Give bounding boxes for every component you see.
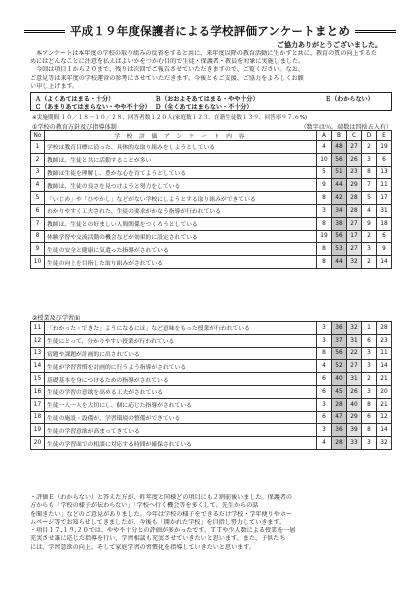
row-value-b: 37 xyxy=(332,334,347,347)
row-value-b: 28 xyxy=(332,398,347,411)
row-value-c: 27 xyxy=(347,243,362,256)
row-value-b: 48 xyxy=(332,141,347,154)
row-item-text: 教師は、生徒と共に活動することが多い xyxy=(45,153,317,166)
row-value-e: 6 xyxy=(377,153,392,166)
row-value-b: 44 xyxy=(332,256,347,269)
row-value-e: 11 xyxy=(377,347,392,360)
title-rule-left xyxy=(24,30,65,33)
row-value-a: 8 xyxy=(317,192,332,205)
table-row xyxy=(31,230,392,243)
row-value-a: 4 xyxy=(317,141,332,154)
row-item-text: 学校は教育目標に沿った、具体的な取り組みをしようとしている xyxy=(45,141,317,154)
row-value-a: 3 xyxy=(317,424,332,437)
table-header-row xyxy=(31,131,392,141)
col-c: C xyxy=(347,131,362,141)
table-row xyxy=(31,411,392,424)
row-value-d: 5 xyxy=(362,192,377,205)
row-value-d: 3 xyxy=(362,385,377,398)
section1-title: ①学校の教育方針及び指導体制 xyxy=(32,124,117,131)
row-value-c: 31 xyxy=(347,373,362,386)
row-value-c: 26 xyxy=(347,385,362,398)
table-row xyxy=(31,217,392,230)
row-value-c: 40 xyxy=(347,398,362,411)
row-number: 20 xyxy=(31,437,45,450)
row-value-e: 20 xyxy=(377,385,392,398)
row-value-d: 3 xyxy=(362,243,377,256)
row-value-d: 8 xyxy=(362,424,377,437)
row-value-b: 28 xyxy=(332,437,347,450)
row-number: 3 xyxy=(31,166,45,179)
row-item-text: 生徒の施設・設備が、学習環境の整備ができている xyxy=(45,411,317,424)
row-value-c: 29 xyxy=(347,179,362,192)
row-number: 19 xyxy=(31,424,45,437)
section2-title: ②授業及び学習面 xyxy=(32,315,81,322)
row-value-e: 31 xyxy=(377,204,392,217)
row-item-text: 生徒の安全と健康に気遣った指導がされている xyxy=(45,243,317,256)
row-value-d: 3 xyxy=(362,360,377,373)
survey-table-2 xyxy=(30,321,392,450)
row-number: 16 xyxy=(31,385,45,398)
row-number: 1 xyxy=(31,141,45,154)
row-value-c: 33 xyxy=(347,437,362,450)
row-item-text: 「いじめ」や「ひやかし」などがない学校にしようとする取り組みができている xyxy=(45,192,317,205)
row-value-b: 42 xyxy=(332,192,347,205)
row-value-b: 45 xyxy=(332,385,347,398)
table1-body xyxy=(31,141,392,269)
rating-legend xyxy=(30,92,392,111)
row-value-a: 6 xyxy=(317,411,332,424)
row-value-c: 28 xyxy=(347,192,362,205)
row-value-e: 14 xyxy=(377,256,392,269)
row-value-a: 3 xyxy=(317,204,332,217)
legend-e: Ｅ（わからない） xyxy=(325,95,374,103)
row-value-a: 3 xyxy=(317,334,332,347)
row-item-text: 体験学習や交流活動の機会などが効果的に設定されている xyxy=(45,230,317,243)
row-value-a: 6 xyxy=(317,385,332,398)
row-number: 4 xyxy=(31,179,45,192)
row-value-e: 21 xyxy=(377,373,392,386)
row-value-e: 19 xyxy=(377,141,392,154)
row-value-e: 9 xyxy=(377,243,392,256)
row-item-text: 「わかった・できた」ようになるには」など意味をもった授業が行われている xyxy=(45,322,317,335)
row-number: 9 xyxy=(31,243,45,256)
row-value-a: 4 xyxy=(317,360,332,373)
footer-line: を聞きたい」などのご意見がありました。今年は学校の様子をできるだけ学校・学年便りやホー xyxy=(30,510,293,518)
row-value-c: 29 xyxy=(347,411,362,424)
row-value-a: 8 xyxy=(317,243,332,256)
row-value-e: 14 xyxy=(377,360,392,373)
row-number: 13 xyxy=(31,347,45,360)
row-value-c: 31 xyxy=(347,334,362,347)
row-value-e: 21 xyxy=(377,398,392,411)
col-e: E xyxy=(377,131,392,141)
footer-comments xyxy=(30,494,392,552)
row-value-b: 34 xyxy=(332,204,347,217)
col-d: D xyxy=(362,131,377,141)
row-value-c: 23 xyxy=(347,166,362,179)
row-item-text: 生徒の学習意欲が高まってきている xyxy=(45,424,317,437)
footer-line: ・項目１７,１９,２０では、やや不十分との評価が多かったです。ＴＴや少人数による授業を一層 xyxy=(30,527,296,535)
row-value-d: 6 xyxy=(362,334,377,347)
col-a: A xyxy=(317,131,332,141)
row-value-a: 19 xyxy=(317,230,332,243)
row-value-c: 22 xyxy=(347,347,362,360)
row-value-d: 1 xyxy=(362,322,377,335)
row-value-b: 56 xyxy=(332,153,347,166)
title-rule-right xyxy=(355,30,396,33)
intro-line: ご意見等は来年度の学校運営の参考にさせていただきます。今後ともご支援、ご協力をよろしくお願 xyxy=(30,74,304,82)
row-value-b: 53 xyxy=(332,243,347,256)
row-item-text: 基礎基本を身につけるための指導がされている xyxy=(45,373,317,386)
row-number: 12 xyxy=(31,334,45,347)
row-value-d: 7 xyxy=(362,179,377,192)
row-item-text: 生徒にとって、分かりやすい授業が行われている xyxy=(45,334,317,347)
row-item-text: 宿題や課題が計画的に出されている xyxy=(45,347,317,360)
row-number: 2 xyxy=(31,153,45,166)
row-item-text: 生徒一人一人を大切にし、個に応じた指導がされている xyxy=(45,398,317,411)
row-value-c: 27 xyxy=(347,141,362,154)
row-value-c: 27 xyxy=(347,217,362,230)
row-value-d: 2 xyxy=(362,230,377,243)
row-value-d: 3 xyxy=(362,437,377,450)
table-row xyxy=(31,204,392,217)
row-value-d: 8 xyxy=(362,166,377,179)
row-value-e: 23 xyxy=(377,334,392,347)
row-value-c: 39 xyxy=(347,424,362,437)
row-value-d: 9 xyxy=(362,217,377,230)
row-value-a: 8 xyxy=(317,347,332,360)
legend-a: Ａ（よくあてはまる・十分） xyxy=(35,95,115,103)
row-item-text: 生徒が学習習慣を計画的に行うよう指導がされている xyxy=(45,360,317,373)
row-item-text: 教師は、生徒の良さを見つけようと努力をしている xyxy=(45,179,317,192)
row-value-b: 38 xyxy=(332,217,347,230)
row-value-a: 6 xyxy=(317,373,332,386)
row-value-d: 2 xyxy=(362,141,377,154)
row-value-d: 6 xyxy=(362,411,377,424)
row-value-c: 26 xyxy=(347,153,362,166)
row-value-c: 32 xyxy=(347,256,362,269)
thanks-note: ご協力ありがとうございました。 xyxy=(277,41,382,49)
row-value-b: 36 xyxy=(332,424,347,437)
survey-note: ※実施期間 １０／１８～１０／２８、回答者数１２０人(家庭数１２３、在籍生徒数１３９、回答率９７.６%) xyxy=(32,115,308,121)
table-row xyxy=(31,166,392,179)
table-row xyxy=(31,256,392,269)
intro-line: い申し上げます。 xyxy=(30,82,79,90)
table-row xyxy=(31,360,392,373)
row-value-b: 56 xyxy=(332,347,347,360)
row-value-c: 32 xyxy=(347,322,362,335)
row-value-b: 44 xyxy=(332,179,347,192)
row-value-e: 6 xyxy=(377,230,392,243)
row-value-a: 3 xyxy=(317,398,332,411)
row-item-text: 生徒の学習面での相談に対応する時間が確保されている xyxy=(45,437,317,450)
intro-line: めにはどんなことに注意を払えばよいかをつかむ目的で生徒・保護者・教員を対象に実施しました。 xyxy=(30,58,305,66)
row-value-c: 17 xyxy=(347,230,362,243)
row-number: 7 xyxy=(31,217,45,230)
page-title: 平成１９年度保護者による学校評価アンケートまとめ xyxy=(69,24,351,38)
legend-d: Ｄ（全くあてはまらない・不十分） xyxy=(155,104,253,112)
row-number: 11 xyxy=(31,322,45,335)
table-row xyxy=(31,334,392,347)
row-value-b: 36 xyxy=(332,322,347,335)
unit-note: （数字は％。端数は四捨五入有） xyxy=(300,124,392,131)
table-row xyxy=(31,243,392,256)
row-value-c: 28 xyxy=(347,204,362,217)
row-value-d: 8 xyxy=(362,398,377,411)
table-row xyxy=(31,347,392,360)
table-row xyxy=(31,153,392,166)
row-value-d: 3 xyxy=(362,153,377,166)
footer-line: 充実させ誰に応じた指導を行い、学習相談も充実させていきたいと思います。また、子供たち xyxy=(30,535,286,543)
table2-body xyxy=(31,322,392,450)
row-value-d: 3 xyxy=(362,347,377,360)
table-row xyxy=(31,322,392,335)
col-no: No xyxy=(31,131,45,141)
intro-paragraph xyxy=(30,50,392,91)
table-row xyxy=(31,373,392,386)
row-value-a: 9 xyxy=(317,179,332,192)
footer-line: ・評価Ｅ（わからない）と答えた方が、昨年度と同様どの項目にも２割前後いました。保護者の xyxy=(30,494,293,501)
row-value-e: 12 xyxy=(377,411,392,424)
row-value-c: 27 xyxy=(347,360,362,373)
row-number: 5 xyxy=(31,192,45,205)
table-row xyxy=(31,398,392,411)
row-value-d: 2 xyxy=(362,373,377,386)
row-value-e: 14 xyxy=(377,424,392,437)
row-value-a: 10 xyxy=(317,153,332,166)
survey-table-1 xyxy=(30,130,392,269)
row-value-b: 52 xyxy=(332,360,347,373)
footer-line: には、学習意欲の向上、そして家庭学習の習慣化を指導していきたいと思います。 xyxy=(30,543,255,551)
intro-line: 今回は項目１から２０まで、残りは次回でご報告させていただきますので、ご覧ください。なお、 xyxy=(36,66,304,74)
footer-line: 方からも「学校の様子が伝わらない」「学校へ行く機会等を多くして、先生からの話 xyxy=(30,502,259,510)
row-value-b: 51 xyxy=(332,166,347,179)
row-value-e: 17 xyxy=(377,192,392,205)
row-item-text: わかりやすく工夫された、生徒の要求がかなう指導が行われている xyxy=(45,204,317,217)
col-item: 学 校 評 価 ア ン ケ ー ト 内 容 xyxy=(45,131,317,141)
row-value-d: 4 xyxy=(362,204,377,217)
row-value-a: 4 xyxy=(317,437,332,450)
row-value-d: 2 xyxy=(362,256,377,269)
row-value-b: 40 xyxy=(332,373,347,386)
title-row xyxy=(24,22,396,40)
table-row xyxy=(31,192,392,205)
row-value-b: 47 xyxy=(332,411,347,424)
table-row xyxy=(31,385,392,398)
row-number: 14 xyxy=(31,360,45,373)
row-item-text: 教師は、生徒との好ましい人間関係をつくろうとしている xyxy=(45,217,317,230)
row-number: 6 xyxy=(31,204,45,217)
row-value-a: 8 xyxy=(317,217,332,230)
row-value-a: 8 xyxy=(317,256,332,269)
row-number: 8 xyxy=(31,230,45,243)
row-item-text: 教師は生徒を理解し、豊かな心を育てようとしている xyxy=(45,166,317,179)
row-item-text: 生徒の向上を目指した取り組みがされている xyxy=(45,256,317,269)
row-number: 17 xyxy=(31,398,45,411)
table-row xyxy=(31,179,392,192)
intro-line: 本アンケートは本年度の学校の取り組みの反省をすると共に、来年度以降の教育活動に生かすと共に、教育の質の向上するた xyxy=(36,50,377,57)
row-number: 10 xyxy=(31,256,45,269)
row-item-text: 生徒の学習の意欲を高める工夫がされている xyxy=(45,385,317,398)
table-row xyxy=(31,437,392,450)
footer-line: ムページ等でお知らせしてきましたが、今後も「開かれた学校」を目指し努力していきます。 xyxy=(30,518,286,526)
legend-b: Ｂ（おおよそあてはまる・やや十分） xyxy=(155,95,259,103)
col-b: B xyxy=(332,131,347,141)
row-value-e: 18 xyxy=(377,217,392,230)
row-value-e: 11 xyxy=(377,179,392,192)
row-value-e: 13 xyxy=(377,166,392,179)
row-value-e: 32 xyxy=(377,437,392,450)
legend-c: Ｃ（あまりあてはまらない・やや不十分） xyxy=(35,104,151,112)
row-value-a: 5 xyxy=(317,166,332,179)
row-value-e: 28 xyxy=(377,322,392,335)
table-row xyxy=(31,141,392,154)
row-value-a: 3 xyxy=(317,322,332,335)
row-value-b: 56 xyxy=(332,230,347,243)
row-number: 15 xyxy=(31,373,45,386)
row-number: 18 xyxy=(31,411,45,424)
table-row xyxy=(31,424,392,437)
